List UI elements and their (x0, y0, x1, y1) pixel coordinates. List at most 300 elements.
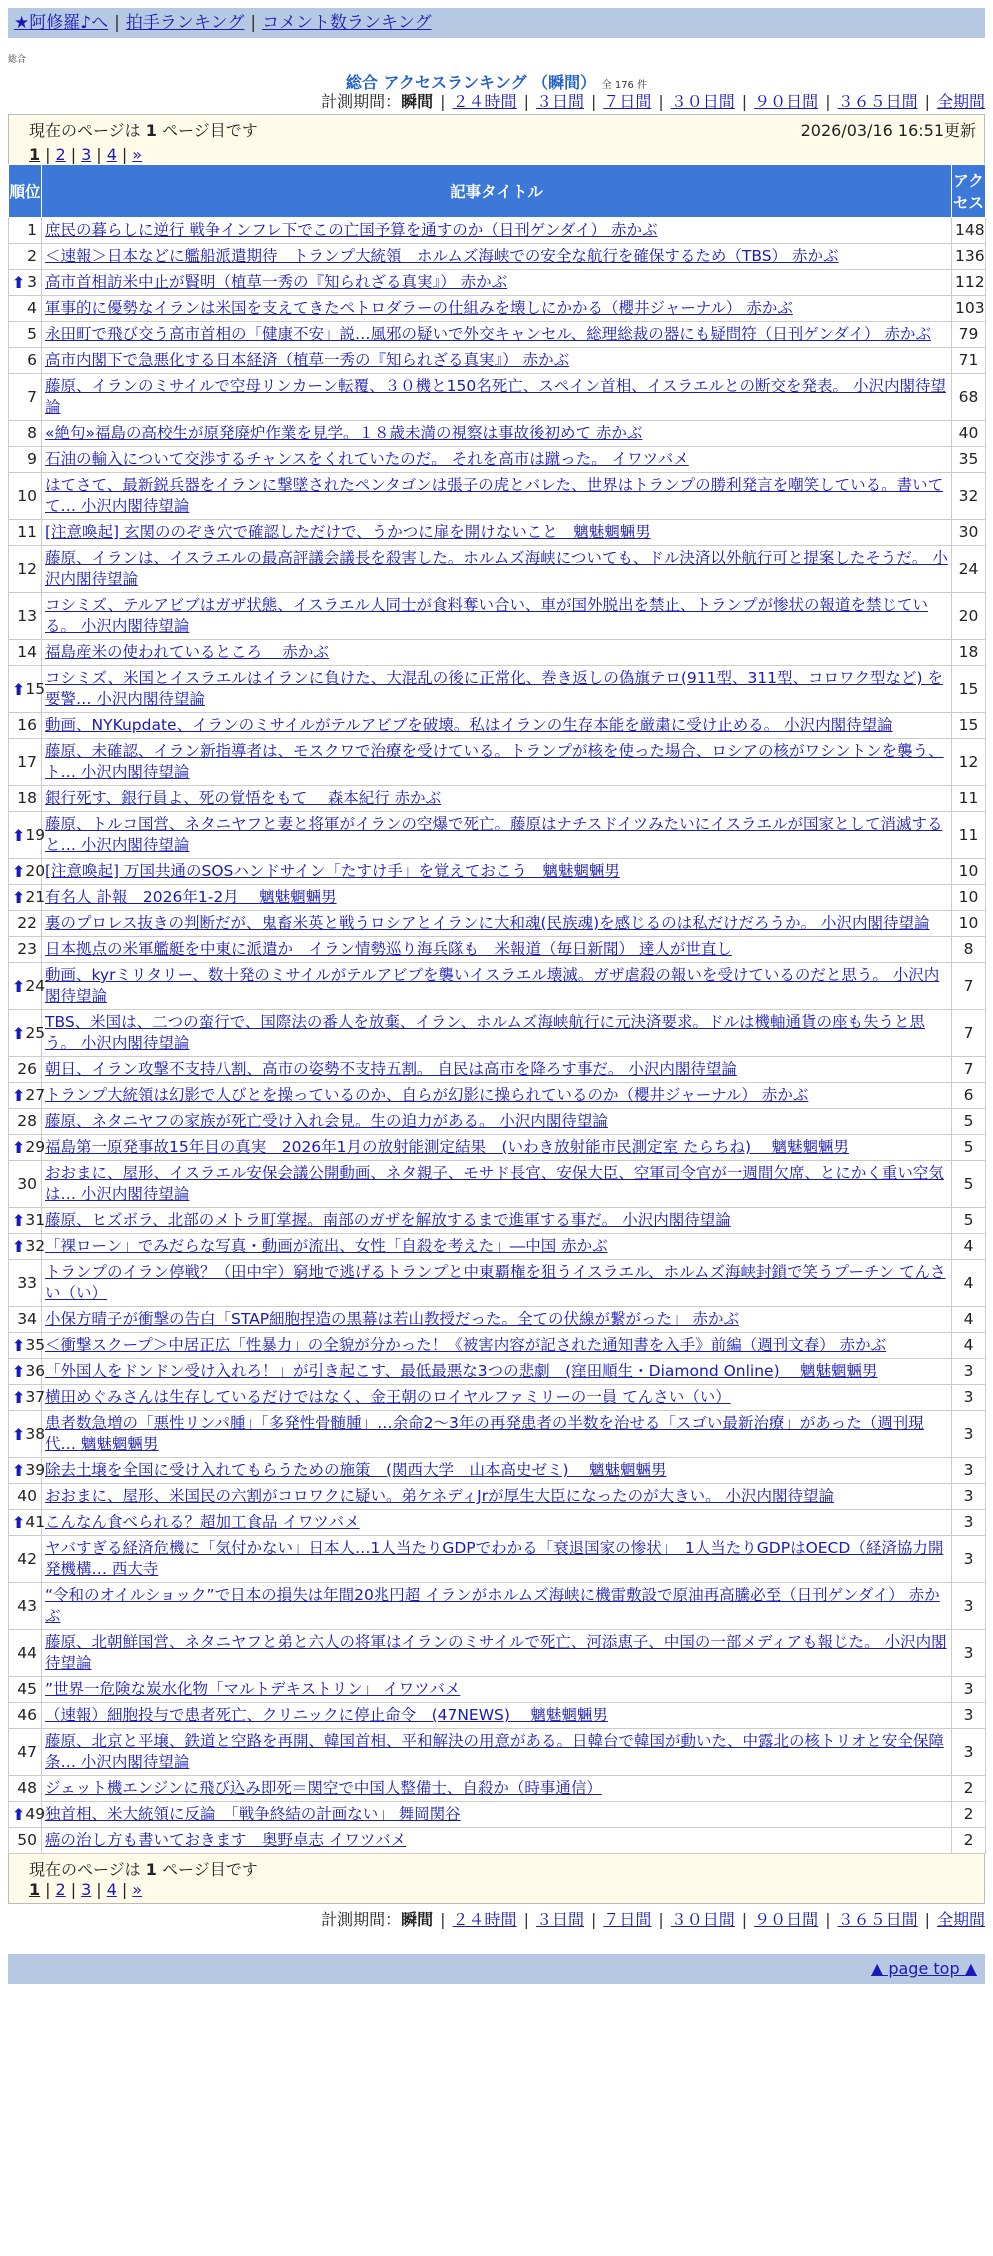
rank-number: 20 (25, 862, 46, 880)
article-title-link[interactable]: 庶民の暮らしに逆行 戦争インフレ下でこの亡国予算を通すのか（日刊ゲンダイ） 赤かぶ (45, 221, 658, 239)
page-top-link[interactable]: ▲ page top ▲ (870, 1959, 977, 1978)
rank-cell (9, 812, 46, 859)
period-option-link[interactable]: 全期間 (936, 1910, 985, 1929)
access-count: 3 (952, 1510, 986, 1536)
period-separator: | (590, 92, 597, 111)
access-count: 3 (952, 1703, 986, 1729)
table-row (9, 1729, 986, 1776)
title-cell (42, 1458, 952, 1484)
title-cell (42, 374, 952, 421)
rank-cell (9, 520, 42, 546)
rank-number: 35 (25, 1336, 46, 1354)
title-cell (42, 937, 952, 963)
pager-page-link[interactable]: 2 (55, 145, 66, 164)
title-cell (42, 1083, 952, 1109)
article-title-link[interactable]: 藤原、未確認、イラン新指導者は、モスクワで治療を受けている。トランプが核を使った場合、ロシアの核がワシントンを襲う、ト… 小沢内閣待望論 (45, 742, 944, 781)
article-title-link[interactable]: ＜速報＞日本などに艦船派遣期待 トランプ大統領 ホルムズ海峡での安全な航行を確保するため（TBS） 赤かぶ (45, 247, 839, 265)
access-count: 136 (952, 244, 986, 270)
article-title-link[interactable]: 「外国人をドンドン受け入れろ！」が引き起こす、最低最悪な3つの悲劇 (窪田順生・Diamond Online) 魑魅魍魎男 (45, 1362, 878, 1380)
access-count: 3 (952, 1729, 986, 1776)
article-title-link[interactable]: （速報）細胞投与で患者死亡、クリニックに停止命令 (47NEWS) 魑魅魍魎男 (45, 1706, 608, 1724)
period-separator: | (440, 92, 446, 111)
rank-cell (9, 1208, 46, 1234)
article-title-link[interactable]: ”世界一危険な炭水化物「マルトデキストリン」 イワツバメ (45, 1680, 461, 1698)
rank-number: 44 (17, 1643, 37, 1662)
article-title-link[interactable]: 「裸ローン」でみだらな写真・動画が流出、女性「自殺を考えた」―中国 赤かぶ (45, 1237, 608, 1255)
title-cell (42, 885, 952, 911)
rank-cell (9, 421, 42, 447)
rank-cell (9, 1484, 42, 1510)
rank-up-arrow-icon: ⬆ (12, 1513, 26, 1532)
access-count: 3 (952, 1385, 986, 1411)
article-title-link[interactable]: 裏のプロレス抜きの判断だが、鬼畜米英と戦うロシアとイランに大和魂(民族魂)を感じるのは私だけだろうか。 小沢内閣待望論 (45, 914, 930, 932)
rank-cell (9, 1135, 46, 1161)
period-selector-top (0, 90, 993, 114)
table-row (9, 421, 986, 447)
table-row (9, 1776, 986, 1802)
rank-number: 8 (27, 424, 37, 442)
rank-up-arrow-icon: ⬆ (12, 825, 26, 845)
pagination-top (29, 145, 976, 164)
access-count: 2 (952, 1776, 986, 1802)
period-separator: | (741, 1910, 748, 1929)
article-title-link[interactable]: 高市内閣下で急悪化する日本経済（植草一秀の『知られざる真実』） 赤かぶ (45, 351, 570, 369)
top-navigation: ★阿修羅♪へ | 拍手ランキング | コメント数ランキング (8, 8, 985, 38)
article-title-link[interactable]: 動画、NYKupdate、イランのミサイルがテルアビブを破壊。私はイランの生存本能を厳粛に受け止める。 小沢内閣待望論 (45, 716, 893, 734)
article-title-link[interactable]: 軍事的に優勢なイランは米国を支えてきたペトロダラーの仕組みを壊しにかかる（櫻井ジャーナル） 赤かぶ (45, 299, 793, 317)
rank-up-arrow-icon: ⬆ (12, 1237, 26, 1256)
table-row (9, 244, 986, 270)
title-cell (42, 1828, 952, 1854)
rank-number: 5 (27, 325, 37, 343)
rank-cell (9, 1385, 46, 1411)
title-cell (42, 322, 952, 348)
title-cell (42, 812, 952, 859)
period-option-link[interactable]: ３日間 (535, 1910, 584, 1929)
rank-number: 9 (27, 450, 37, 468)
pager-page-link[interactable]: 3 (81, 1880, 92, 1899)
page-title (0, 70, 993, 90)
title-cell (42, 1208, 952, 1234)
article-title-link[interactable]: 藤原、ヒズボラ、北部のメトラ町掌握。南部のガザを解放するまで進軍する事だ。 小沢内閣待望論 (45, 1211, 731, 1229)
title-cell (42, 859, 952, 885)
table-row (9, 546, 986, 593)
title-cell (42, 1135, 952, 1161)
rank-number: 10 (17, 486, 37, 505)
article-title-link[interactable]: 藤原、イランは、イスラエルの最高評議会議長を殺害した。ホルムズ海峡についても、ドル決済以外航行可と提案したそうだ。 小沢内閣待望論 (45, 549, 948, 588)
current-page-number-bottom: 1 (145, 1860, 157, 1879)
access-count: 10 (952, 911, 986, 937)
title-cell (42, 1359, 952, 1385)
article-title-link[interactable]: 患者数急増の「悪性リンパ腫」「多発性骨髄腫」…余命2～3年の再発患者の半数を治せる「スゴい最新治療」があった（週刊現代… 魑魅魍魎男 (45, 1414, 924, 1453)
current-page-suffix-bottom: ページ目です (162, 1860, 258, 1879)
footer-bar (8, 1954, 985, 1984)
rank-cell (9, 374, 42, 421)
rank-number: 24 (25, 976, 46, 995)
rank-up-arrow-icon: ⬆ (12, 1461, 26, 1480)
pager-separator: | (96, 1880, 102, 1899)
rank-number: 26 (17, 1060, 37, 1078)
table-row (9, 593, 986, 640)
article-title-link[interactable]: おおまに、屋形、イスラエル安保会議公開動画、ネタ親子、モサド長官、安保大臣、空軍司令官が一週間欠席、とにかく重い空気は… 小沢内閣待望論 (45, 1164, 944, 1203)
current-page-text-bottom (29, 1857, 976, 1880)
period-option-link[interactable]: ３６５日間 (837, 1910, 918, 1929)
period-option-link[interactable]: ９０日間 (754, 1910, 819, 1929)
article-title-link[interactable]: 永田町で飛び交う高市首相の「健康不安」説…風邪の疑いで外交キャンセル、総理総裁の器にも疑問符（日刊ゲンダイ） 赤かぶ (45, 325, 931, 343)
rank-cell (9, 666, 46, 713)
rank-cell (9, 1109, 42, 1135)
column-rank-header: 順位 (9, 165, 42, 218)
title-cell (42, 1385, 952, 1411)
period-option-link[interactable]: ９０日間 (754, 92, 819, 111)
rank-cell (9, 911, 42, 937)
access-count: 15 (952, 713, 986, 739)
title-cell (42, 1411, 952, 1458)
article-title-link[interactable]: 除去土壌を全国に受け入れてもらうための施策 (関西大学 山本高史ゼミ) 魑魅魍魎男 (45, 1461, 667, 1479)
article-title-link[interactable]: 癌の治し方も書いておきます 奥野卓志 イワツバメ (45, 1831, 407, 1849)
title-cell (42, 1109, 952, 1135)
rank-number: 18 (17, 789, 37, 807)
access-count: 4 (952, 1307, 986, 1333)
rank-number: 25 (25, 1023, 46, 1042)
article-title-link[interactable]: 福島産米の使われているところ 赤かぶ (45, 643, 329, 661)
clap-ranking-link[interactable]: 拍手ランキング (125, 13, 245, 33)
rank-cell (9, 1583, 42, 1630)
column-access-header: アクセス (952, 165, 986, 218)
table-row (9, 1677, 986, 1703)
rank-cell (9, 937, 42, 963)
access-count: 10 (952, 859, 986, 885)
pager-separator: | (96, 145, 102, 164)
article-title-link[interactable]: 独首相、米大統領に反論 「戦争終結の計画ない」 舞岡関谷 (45, 1805, 461, 1823)
rank-cell (9, 1458, 46, 1484)
pager-separator: | (121, 1880, 128, 1899)
rank-number: 3 (27, 273, 37, 291)
access-count: 8 (952, 937, 986, 963)
rank-cell (9, 1411, 46, 1458)
table-row (9, 786, 986, 812)
period-option-link[interactable]: ３日間 (535, 92, 584, 111)
pager-page-link[interactable]: 2 (55, 1880, 66, 1899)
rank-cell (9, 593, 42, 640)
page-info-top (8, 114, 985, 164)
column-title-header: 記事タイトル (42, 165, 952, 218)
pager-page-link[interactable]: 3 (81, 145, 92, 164)
rank-cell (9, 713, 42, 739)
title-cell (42, 1583, 952, 1630)
table-row (9, 1828, 986, 1854)
access-count: 11 (952, 786, 986, 812)
article-title-link[interactable]: 藤原、北朝鮮国営、ネタニヤフと弟と六人の将軍はイランのミサイルで死亡、河添恵子、中国の一部メディアも報じた。 小沢内閣待望論 (45, 1633, 947, 1672)
rank-up-arrow-icon: ⬆ (12, 679, 26, 699)
article-title-link[interactable]: 有名人 訃報 2026年1-2月 魑魅魍魎男 (45, 888, 337, 906)
access-count: 5 (952, 1135, 986, 1161)
access-count: 32 (952, 473, 986, 520)
rank-number: 48 (17, 1779, 37, 1797)
title-cell (42, 296, 952, 322)
access-count: 18 (952, 640, 986, 666)
rank-cell (9, 1703, 42, 1729)
table-row (9, 1161, 986, 1208)
rank-number: 29 (25, 1138, 46, 1156)
access-count: 30 (952, 520, 986, 546)
title-cell (42, 473, 952, 520)
rank-number: 2 (27, 247, 37, 265)
title-cell (42, 1307, 952, 1333)
rank-cell (9, 859, 46, 885)
current-page-number: 1 (145, 121, 157, 140)
table-row (9, 1109, 986, 1135)
rank-number: 39 (25, 1461, 46, 1479)
access-count: 5 (952, 1161, 986, 1208)
access-count: 11 (952, 812, 986, 859)
access-count: 6 (952, 1083, 986, 1109)
rank-cell (9, 322, 42, 348)
article-title-link[interactable]: 動画、kyrミリタリー、数十発のミサイルがテルアビブを襲いイスラエル壊滅。ガザ虐殺の報いを受けているのだと思う。 小沢内閣待望論 (45, 966, 940, 1005)
rank-cell (9, 473, 42, 520)
table-row (9, 739, 986, 786)
access-count: 3 (952, 1411, 986, 1458)
article-title-link[interactable]: TBS、米国は、二つの蛮行で、国際法の番人を放棄、イラン、ホルムズ海峡航行に元決済要求。ドルは機軸通貨の座も失うと思う。 小沢内閣待望論 (45, 1013, 926, 1052)
pager-separator: | (70, 1880, 77, 1899)
table-row (9, 1630, 986, 1677)
rank-cell (9, 1677, 42, 1703)
article-title-link[interactable]: ヤバすぎる経済危機に「気付かない」日本人…1人当たりGDPでわかる「衰退国家の惨状」 1人当たりGDPはOECD（経済協力開発機構… 西大寺 (45, 1539, 944, 1578)
home-link[interactable]: ★阿修羅♪へ (14, 13, 109, 33)
table-row (9, 1411, 986, 1458)
title-cell (42, 520, 952, 546)
access-count: 4 (952, 1333, 986, 1359)
ranking-table (8, 164, 986, 1854)
table-header (9, 165, 986, 218)
table-row (9, 296, 986, 322)
article-title-link[interactable]: [注意喚起] 玄関ののぞき穴で確認しただけで、うかつに扉を開けないこと 魑魅魍魎男 (45, 523, 651, 541)
title-cell (42, 1729, 952, 1776)
rank-up-arrow-icon: ⬆ (12, 273, 26, 292)
title-cell (42, 348, 952, 374)
title-cell (42, 713, 952, 739)
article-title-link[interactable]: 藤原、トルコ国営、ネタニヤフと妻と将軍がイランの空爆で死亡。藤原はナチスドイツみたいにイスラエルが国家として消滅すると… 小沢内閣待望論 (45, 815, 943, 854)
rank-number: 11 (17, 523, 37, 541)
article-title-link[interactable]: トランプのイラン停戦？（田中宇）窮地で逃げるトランプと中東覇権を狙うイスラエル、ホルムズ海峡封鎖で笑うプーチン てんさい（い） (45, 1263, 946, 1302)
table-row (9, 1359, 986, 1385)
article-title-link[interactable]: 高市首相訪米中止が賢明（植草一秀の『知られざる真実』） 赤かぶ (45, 273, 508, 291)
title-cell (42, 1234, 952, 1260)
rank-number: 23 (17, 940, 37, 958)
rank-number: 43 (17, 1596, 37, 1615)
table-row (9, 1536, 986, 1583)
comment-ranking-link[interactable]: コメント数ランキング (262, 13, 432, 33)
table-row (9, 963, 986, 1010)
period-option-link[interactable]: ３６５日間 (837, 92, 918, 111)
title-cell (42, 1510, 952, 1536)
rank-number: 45 (17, 1680, 37, 1698)
rank-cell (9, 348, 42, 374)
table-row (9, 1135, 986, 1161)
rank-number: 4 (27, 299, 37, 317)
access-count: 103 (952, 296, 986, 322)
article-title-link[interactable]: 日本拠点の米軍艦艇を中東に派遣か イラン情勢巡り海兵隊も 米報道（毎日新聞） 達人が世直し (45, 940, 732, 958)
article-title-link[interactable]: ジェット機エンジンに飛び込み即死＝関空で中国人整備士、自殺か（時事通信） (45, 1779, 602, 1797)
title-cell (42, 218, 952, 244)
table-row (9, 640, 986, 666)
rank-number: 16 (17, 716, 37, 734)
rank-number: 42 (17, 1549, 37, 1568)
current-page-prefix-bottom: 現在のページは (29, 1860, 141, 1879)
access-count: 3 (952, 1630, 986, 1677)
rank-cell (9, 244, 42, 270)
rank-number: 46 (17, 1706, 37, 1724)
article-title-link[interactable]: 銀行死す、銀行員よ、死の覚悟をもて 森本紀行 赤かぶ (45, 789, 442, 807)
article-title-link[interactable]: コシミズ、米国とイスラエルはイランに負けた、大混乱の後に正常化、巻き返しの偽旗テロ(911型、311型、コロワク型など) を要警… 小沢内閣待望論 (45, 669, 944, 708)
rank-up-arrow-icon: ⬆ (12, 862, 26, 881)
period-separator: | (924, 1910, 930, 1929)
period-separator: | (590, 1910, 597, 1929)
access-count: 7 (952, 1010, 986, 1057)
article-title-link[interactable]: こんなん食べられる？超加工食品 イワツバメ (45, 1513, 360, 1531)
pager-page-link[interactable]: 4 (106, 1880, 117, 1899)
rank-number: 27 (25, 1086, 46, 1104)
rank-number: 14 (17, 643, 37, 661)
article-title-link[interactable]: 小保方晴子が衝撃の告白「STAP細胞捏造の黒幕は若山教授だった。全ての伏線が繋がった」 赤かぶ (45, 1310, 739, 1328)
period-separator: | (523, 92, 529, 111)
rank-number: 40 (17, 1487, 37, 1505)
title-cell (42, 447, 952, 473)
article-title-link[interactable]: “令和のオイルショック”で日本の損失は年間20兆円超 イランがホルムズ海峡に機雷敷設で原油再高騰必至（日刊ゲンダイ） 赤かぶ (45, 1586, 940, 1625)
table-row (9, 1458, 986, 1484)
rank-number: 1 (27, 221, 37, 239)
title-cell (42, 1677, 952, 1703)
pager-next-link[interactable]: » (132, 1880, 143, 1899)
access-count: 3 (952, 1583, 986, 1630)
ranking-rows (9, 218, 986, 1854)
article-title-link[interactable]: «絶句»福島の高校生が原発廃炉作業を見学。１８歳未満の視察は事故後初めて 赤かぶ (45, 424, 643, 442)
article-title-link[interactable]: はてさて、最新鋭兵器をイランに撃墜されたペンタゴンは張子の虎とバレた、世界はトランプの勝利発言を嘲笑している。書いてて… 小沢内閣待望論 (45, 476, 944, 515)
rank-cell (9, 447, 42, 473)
period-option-link[interactable]: ２４時間 (452, 1910, 517, 1929)
rank-number: 49 (25, 1805, 46, 1823)
rank-number: 6 (27, 351, 37, 369)
pager-separator: | (70, 145, 77, 164)
period-option-link[interactable]: 全期間 (936, 92, 985, 111)
pager-next-link[interactable]: » (132, 145, 143, 164)
period-selector-bottom (0, 1908, 993, 1932)
access-count: 4 (952, 1234, 986, 1260)
rank-cell (9, 1630, 42, 1677)
article-title-link[interactable]: [注意喚起] 万国共通のSOSハンドサイン「たすけ手」を覚えておこう 魑魅魍魎男 (45, 862, 620, 880)
page-info-bottom (8, 1854, 985, 1904)
title-cell (42, 1630, 952, 1677)
title-cell (42, 1161, 952, 1208)
title-cell (42, 1776, 952, 1802)
access-count: 2 (952, 1802, 986, 1828)
access-count: 3 (952, 1359, 986, 1385)
current-page-prefix: 現在のページは (29, 121, 141, 140)
article-title-link[interactable]: トランプ大統領は幻影で人びとを操っているのか、自らが幻影に操られているのか（櫻井ジャーナル） 赤かぶ (45, 1086, 809, 1104)
table-row (9, 1333, 986, 1359)
rank-cell (9, 1234, 46, 1260)
article-title-link[interactable]: おおまに、屋形、米国民の六割がコロワクに疑い。弟ケネディJrが厚生大臣になったのが大きい。 小沢内閣待望論 (45, 1487, 835, 1505)
rank-number: 30 (17, 1174, 37, 1193)
table-row (9, 812, 986, 859)
pager-current-page: 1 (29, 145, 41, 164)
article-title-link[interactable]: 福島第一原発事故15年目の真実 2026年1月の放射能測定結果 (いわき放射能市民測定室 たらちね) 魑魅魍魎男 (45, 1138, 849, 1156)
period-option-link[interactable]: ３０日間 (670, 1910, 735, 1929)
rank-cell (9, 546, 42, 593)
rank-number: 33 (17, 1273, 37, 1292)
period-separator: | (440, 1910, 446, 1929)
access-count: 68 (952, 374, 986, 421)
access-count: 3 (952, 1458, 986, 1484)
title-cell (42, 593, 952, 640)
article-title-link[interactable]: 藤原、北京と平壌、鉄道と空路を再開、韓国首相、平和解決の用意がある。日韓台で韓国が動いた、中露北の核トリオと安全保障条… 小沢内閣待望論 (45, 1732, 944, 1771)
access-count: 2 (952, 1828, 986, 1854)
article-title-link[interactable]: コシミズ、テルアビブはガザ状態、イスラエル人同士が食料奪い合い、車が国外脱出を禁止、トランプが惨状の報道を禁じている。 小沢内閣待望論 (45, 596, 929, 635)
table-row (9, 218, 986, 244)
rank-number: 50 (17, 1831, 37, 1849)
title-cell (42, 666, 952, 713)
table-row (9, 1083, 986, 1109)
access-count: 7 (952, 1057, 986, 1083)
rank-number: 36 (25, 1362, 46, 1380)
period-option-current: 瞬間 (401, 92, 434, 111)
rank-cell (9, 1828, 42, 1854)
title-cell (42, 1802, 952, 1828)
rank-number: 15 (25, 679, 46, 698)
rank-up-arrow-icon: ⬆ (12, 1086, 26, 1105)
article-title-link[interactable]: 藤原、イランのミサイルで空母リンカーン転覆、３０機と150名死亡、スペイン首相、イスラエルとの断交を発表。 小沢内閣待望論 (45, 377, 946, 416)
period-separator: | (523, 1910, 529, 1929)
period-option-link[interactable]: ７日間 (603, 1910, 652, 1929)
article-title-link[interactable]: 藤原、ネタニヤフの家族が死亡受け入れ会見。生の迫力がある。 小沢内閣待望論 (45, 1112, 608, 1130)
article-title-link[interactable]: 横田めぐみさんは生存しているだけではなく、金王朝のロイヤルファミリーの一員 てんさい（い） (45, 1388, 731, 1406)
period-option-link[interactable]: ３０日間 (670, 92, 735, 111)
title-cell (42, 270, 952, 296)
period-label: 計測期間： (321, 92, 402, 111)
rank-up-arrow-icon: ⬆ (12, 888, 26, 907)
period-separator: | (658, 92, 664, 111)
article-title-link[interactable]: ＜衝撃スクープ＞中居正広「性暴力」の全貌が分かった！《被害内容が記された通知書を入手》前編（週刊文春） 赤かぶ (45, 1336, 887, 1354)
table-row (9, 1385, 986, 1411)
period-option-link[interactable]: ７日間 (603, 92, 652, 111)
table-row (9, 1802, 986, 1828)
period-separator: | (825, 92, 831, 111)
access-count: 10 (952, 885, 986, 911)
table-row (9, 713, 986, 739)
table-row (9, 1208, 986, 1234)
rank-number: 21 (25, 888, 46, 906)
rank-up-arrow-icon: ⬆ (12, 1211, 26, 1230)
rank-up-arrow-icon: ⬆ (12, 1336, 26, 1355)
table-row (9, 348, 986, 374)
table-row (9, 270, 986, 296)
ranking-title: 総合 アクセスランキング （瞬間） (345, 73, 597, 92)
title-cell (42, 1057, 952, 1083)
article-title-link[interactable]: 朝日、イラン攻撃不支持八割、高市の姿勢不支持五割。 自民は高市を降ろす事だ。 小沢内閣待望論 (45, 1060, 737, 1078)
pager-page-link[interactable]: 4 (106, 145, 117, 164)
rank-up-arrow-icon: ⬆ (12, 1362, 26, 1381)
article-title-link[interactable]: 石油の輸入について交渉するチャンスをくれていたのだ。 それを高市は蹴った。 イワツバメ (45, 450, 689, 468)
period-option-link[interactable]: ２４時間 (452, 92, 517, 111)
title-cell (42, 963, 952, 1010)
title-cell (42, 546, 952, 593)
rank-up-arrow-icon: ⬆ (12, 976, 26, 996)
rank-cell (9, 1776, 42, 1802)
access-count: 15 (952, 666, 986, 713)
rank-number: 22 (17, 914, 37, 932)
rank-number: 31 (25, 1211, 46, 1229)
rank-up-arrow-icon: ⬆ (12, 1023, 26, 1043)
